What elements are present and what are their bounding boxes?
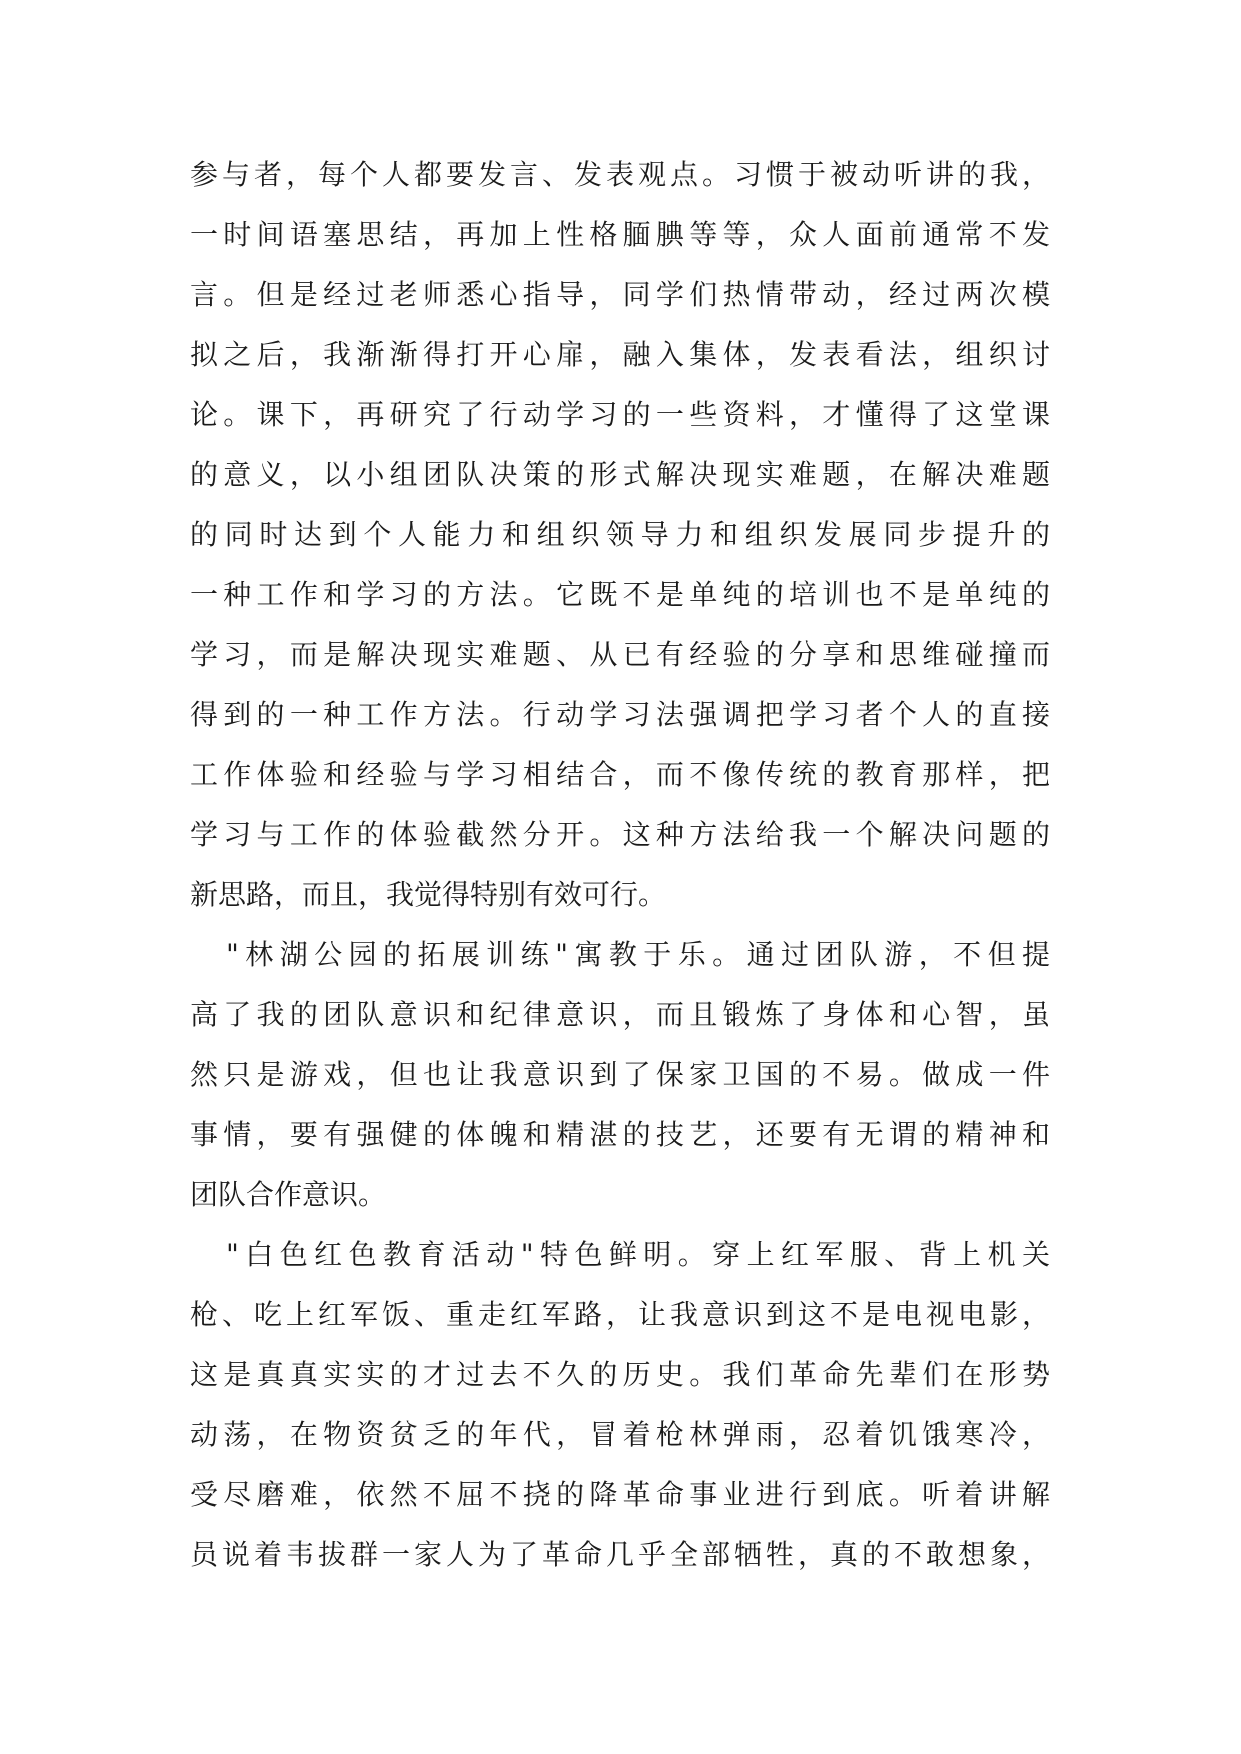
paragraph-outdoor-training (190, 925, 1050, 1225)
text-line: 学习与工作的体验截然分开。这种方法给我一个解决问题的 (190, 818, 1050, 851)
text-line: 得到的一种工作方法。行动学习法强调把学习者个人的直接 (190, 698, 1050, 731)
text-line: 学习，而是解决现实难题、从已有经验的分享和思维碰撞而 (190, 638, 1050, 671)
text-line: 的意义，以小组团队决策的形式解决现实难题，在解决难题 (190, 458, 1050, 491)
text-line-paragraph-start: "林湖公园的拓展训练"寓教于乐。通过团队游，不但提 (226, 938, 1050, 971)
text-line: 工作体验和经验与学习相结合，而不像传统的教育那样，把 (190, 758, 1050, 791)
text-line: 论。课下，再研究了行动学习的一些资料，才懂得了这堂课 (190, 398, 1050, 431)
text-line: 言。但是经过老师悉心指导，同学们热情带动，经过两次模 (190, 278, 1050, 311)
text-line: 事情，要有强健的体魄和精湛的技艺，还要有无谓的精神和 (190, 1118, 1050, 1151)
text-line: 的同时达到个人能力和组织领导力和组织发展同步提升的 (190, 518, 1050, 551)
text-line: 枪、吃上红军饭、重走红军路，让我意识到这不是电视电影， (190, 1298, 1050, 1331)
text-line: 然只是游戏，但也让我意识到了保家卫国的不易。做成一件 (190, 1058, 1050, 1091)
text-line: 一时间语塞思结，再加上性格腼腆等等，众人面前通常不发 (190, 218, 1050, 251)
paragraph-red-education (190, 1225, 1050, 1585)
text-line: 员说着韦拔群一家人为了革命几乎全部牺牲，真的不敢想象， (190, 1538, 1050, 1571)
text-line: 这是真真实实的才过去不久的历史。我们革命先辈们在形势 (190, 1358, 1050, 1391)
text-line-paragraph-start: "白色红色教育活动"特色鲜明。穿上红军服、背上机关 (226, 1238, 1050, 1271)
text-line: 拟之后，我渐渐得打开心扉，融入集体，发表看法，组织讨 (190, 338, 1050, 371)
text-line: 受尽磨难，依然不屈不挠的降革命事业进行到底。听着讲解 (190, 1478, 1050, 1511)
body-text (190, 145, 1050, 1585)
text-line: 高了我的团队意识和纪律意识，而且锻炼了身体和心智，虽 (190, 998, 1050, 1031)
paragraph-action-learning (190, 145, 1050, 925)
text-line: 参与者，每个人都要发言、发表观点。习惯于被动听讲的我， (190, 158, 1050, 191)
text-line-paragraph-end: 团队合作意识。 (190, 1178, 387, 1211)
text-line-paragraph-end: 新思路，而且，我觉得特别有效可行。 (190, 878, 667, 911)
text-line: 一种工作和学习的方法。它既不是单纯的培训也不是单纯的 (190, 578, 1050, 611)
text-line: 动荡，在物资贫乏的年代，冒着枪林弹雨，忍着饥饿寒冷， (190, 1418, 1050, 1451)
